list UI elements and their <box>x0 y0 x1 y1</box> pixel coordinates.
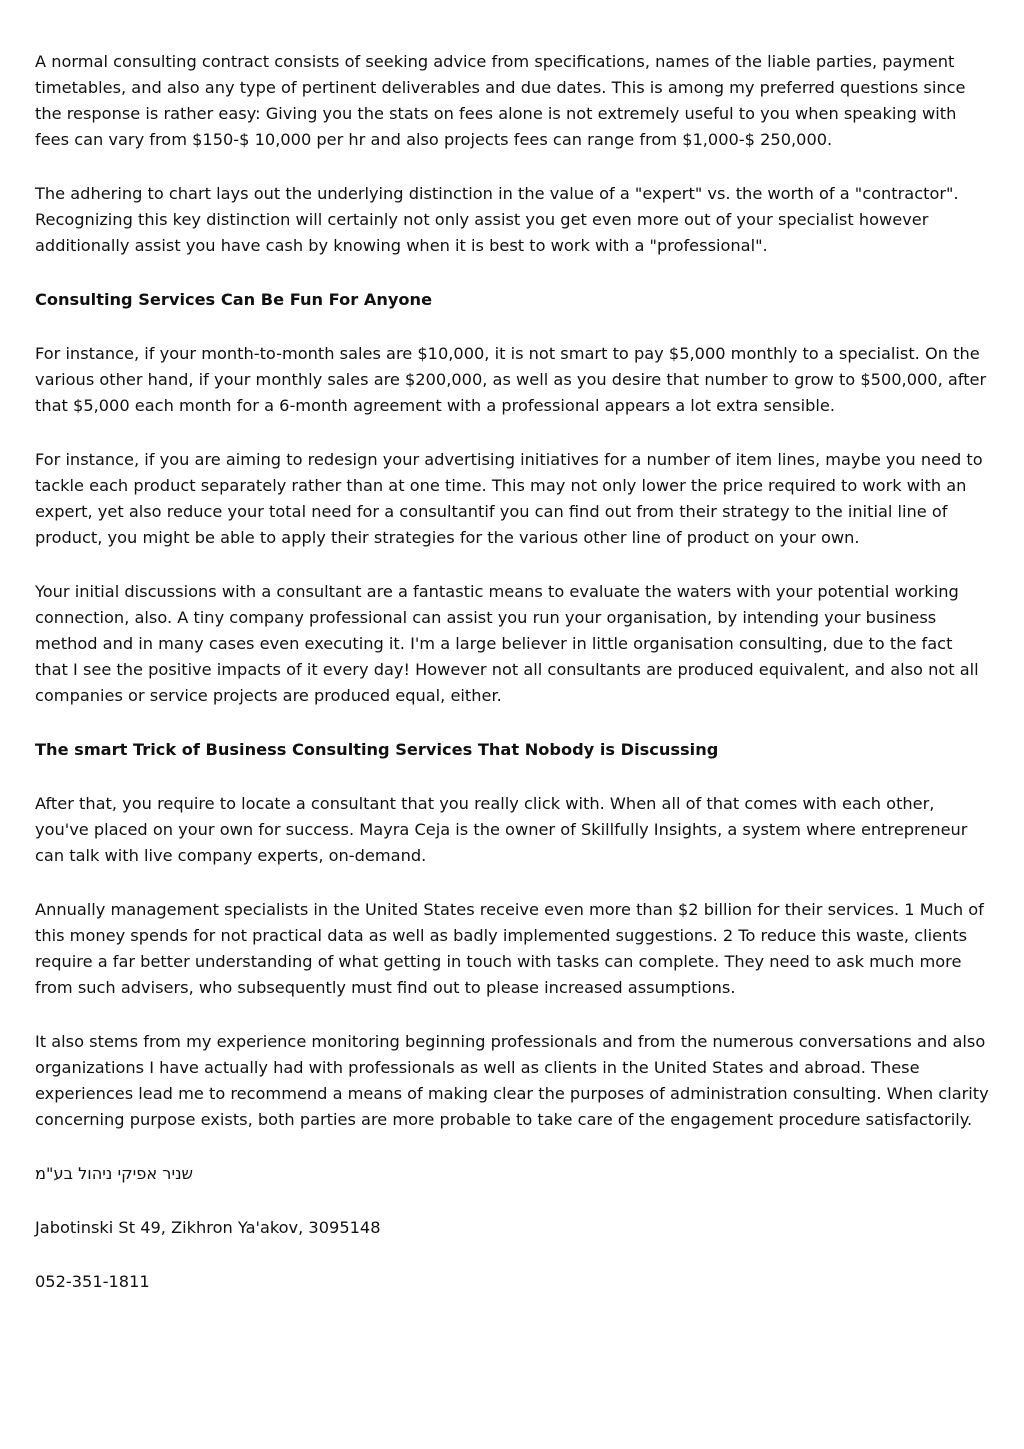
paragraph-consulting-contract: A normal consulting contract consists of seeking advice from specifications, names of the liable parties, payment timetables, and also any type of pertinent deliverables and due dates. This is among my preferred questions since the response is rather easy: Giving you the stats on fees alone is not extremely useful to you when speaking with fees can vary from $150-$ 10,000 per hr and also projects fees can range from $1,000-$ 250,000. <box>35 52 966 149</box>
paragraph-management-specialists: Annually management specialists in the United States receive even more than $2 billion for their services. 1 Much of this money spends for not practical data as well as badly implemented suggestions. 2 To reduce this waste, clients require a far better understanding of what getting in touch with tasks can complete. They need to ask much more from such advisers, who subsequently must find out to please increased assumptions. <box>35 900 984 997</box>
paragraph-locate-consultant: After that, you require to locate a consultant that you really click with. When all of that comes with each other, you've placed on your own for success. Mayra Ceja is the owner of Skillfully Insights, a system where entrepreneur can talk with live company experts, on-demand. <box>35 794 968 865</box>
paragraph-initial-discussions: Your initial discussions with a consultant are a fantastic means to evaluate the waters with your potential working connection, also. A tiny company professional can assist you run your organisation, by intending your business method and in many cases even executing it. I'm a large believer in little organisation consulting, due to the fact that I see the positive impacts of it every day! However not all consultants are produced equivalent, and also not all companies or service projects are produced equal, either. <box>35 582 979 705</box>
company-address: Jabotinski St 49, Zikhron Ya'akov, 3095148 <box>35 1218 381 1237</box>
company-name: שניר אפיקי ניהול בע"מ <box>35 1164 194 1183</box>
heading-consulting-fun: Consulting Services Can Be Fun For Anyone <box>35 290 433 309</box>
company-phone: 052-351-1811 <box>35 1272 150 1291</box>
paragraph-experience-monitoring: It also stems from my experience monitoring beginning professionals and from the numerous conversations and also organizations I have actually had with professionals as well as clients in the United States and abroad. These experiences lead me to recommend a means of making clear the purposes of administration consulting. When clarity concerning purpose exists, both parties are more probable to take care of the engagement procedure satisfactorily. <box>35 1032 989 1129</box>
paragraph-monthly-sales: For instance, if your month-to-month sales are $10,000, it is not smart to pay $5,000 monthly to a specialist. On the various other hand, if your monthly sales are $200,000, as well as you desire that number to grow to $500,000, after that $5,000 each month for a 6-month agreement with a professional appears a lot extra sensible. <box>35 344 987 415</box>
article-page <box>35 49 990 1323</box>
paragraph-advertising-initiatives: For instance, if you are aiming to redesign your advertising initiatives for a number of item lines, maybe you need to tackle each product separately rather than at one time. This may not only lower the price required to work with an expert, yet also reduce your total need for a consultantif you can find out from their strategy to the initial line of product, you might be able to apply their strategies for the various other line of product on your own. <box>35 450 983 547</box>
paragraph-expert-vs-contractor: The adhering to chart lays out the underlying distinction in the value of a "expert" vs. the worth of a "contractor". Recognizing this key distinction will certainly not only assist you get even more out of your specialist however additionally assist you have cash by knowing when it is best to work with a "professional". <box>35 184 959 255</box>
heading-smart-trick: The smart Trick of Business Consulting Services That Nobody is Discussing <box>35 740 719 759</box>
